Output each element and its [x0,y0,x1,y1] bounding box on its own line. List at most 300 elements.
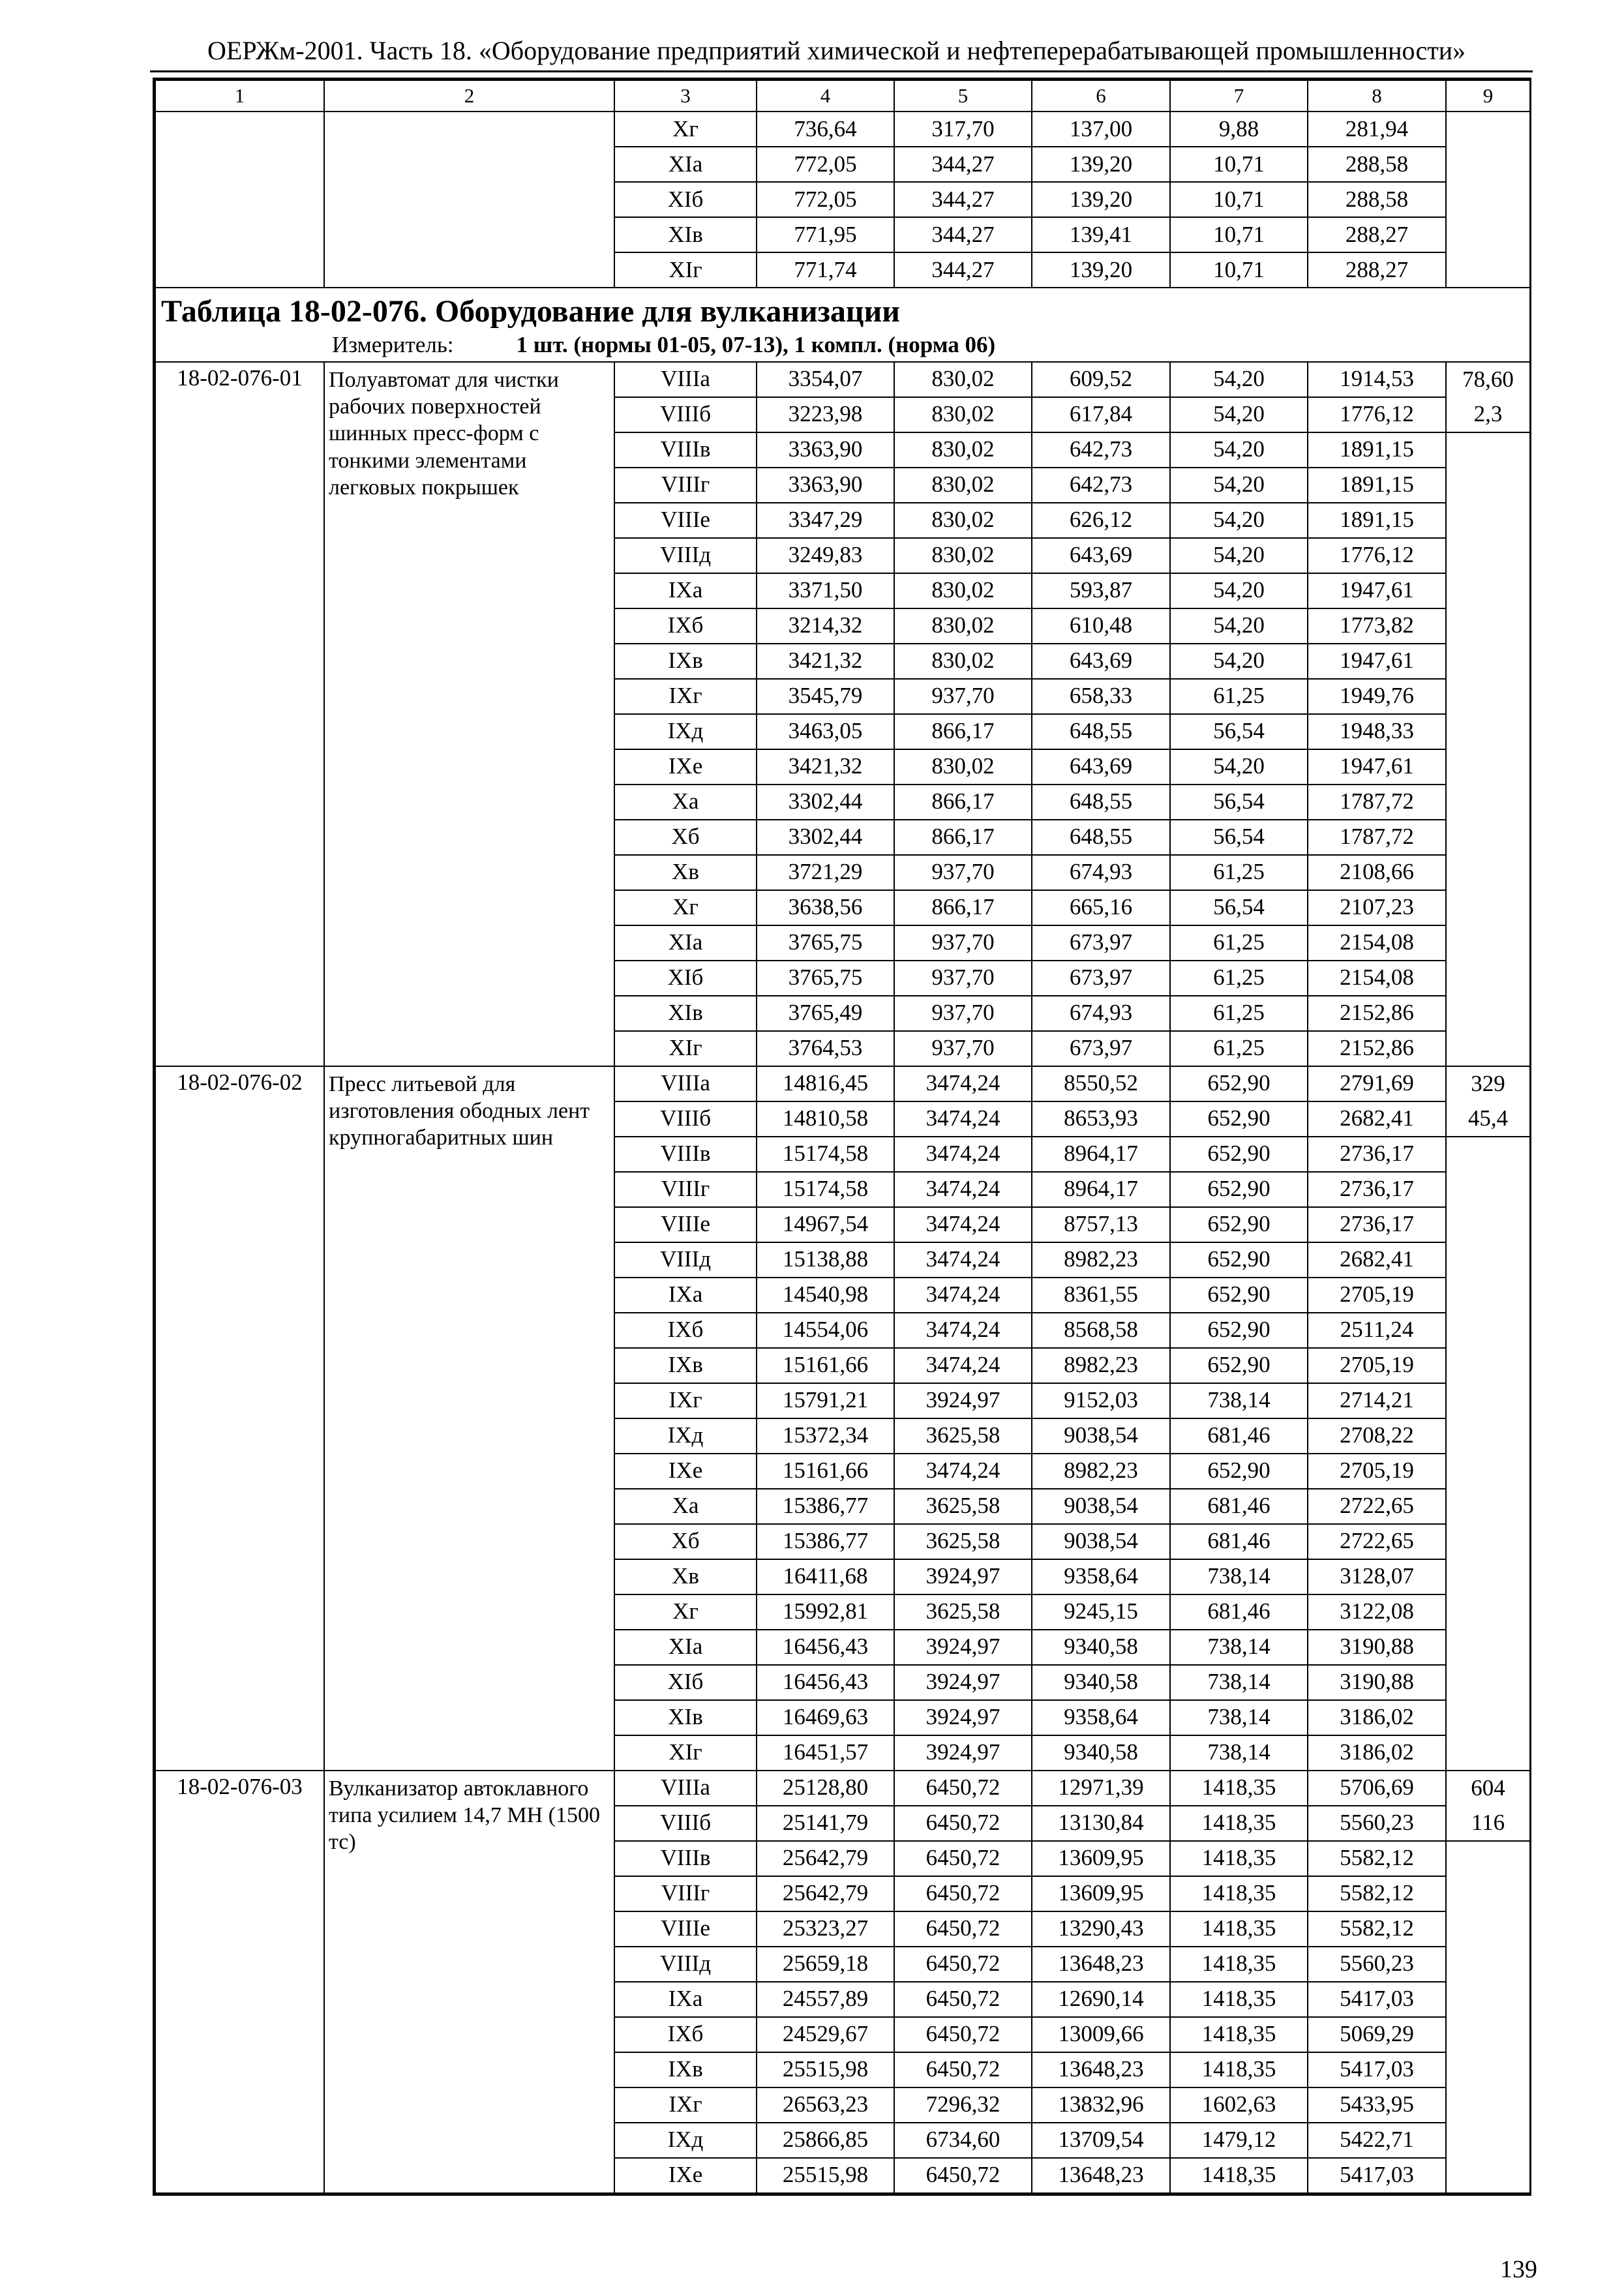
labor-wages: 344,27 [894,217,1032,252]
region-zone: IXа [614,1278,757,1313]
machinist-wages: 54,20 [1170,644,1308,679]
labor-wages: 3924,97 [894,1700,1032,1735]
empty-cell [1446,1242,1530,1278]
machine-operation: 12690,14 [1032,1982,1170,2017]
column-number: 9 [1446,80,1530,112]
machinist-wages: 1418,35 [1170,2052,1308,2087]
direct-costs: 25515,98 [757,2158,894,2193]
direct-costs: 16456,43 [757,1665,894,1700]
materials: 2705,19 [1308,1454,1446,1489]
direct-costs: 3721,29 [757,855,894,890]
region-zone: VIIIд [614,1242,757,1278]
empty-cell [1446,2123,1530,2158]
machinist-wages: 61,25 [1170,961,1308,996]
machinist-wages: 1418,35 [1170,1771,1308,1806]
machine-operation: 8653,93 [1032,1101,1170,1137]
empty-cell [1446,820,1530,855]
region-zone: Xг [614,890,757,925]
machinist-wages: 10,71 [1170,252,1308,288]
materials: 1891,15 [1308,432,1446,468]
labor-wages: 866,17 [894,785,1032,820]
machinist-wages: 56,54 [1170,714,1308,749]
empty-cell [155,252,324,288]
machine-operation: 673,97 [1032,961,1170,996]
direct-costs: 3421,32 [757,749,894,785]
materials: 1787,72 [1308,785,1446,820]
rate-code: 18-02-076-01 [155,362,324,1066]
labor-wages: 830,02 [894,503,1032,538]
empty-cell [324,217,614,252]
region-zone: VIIIг [614,468,757,503]
materials: 1773,82 [1308,608,1446,644]
empty-cell [1446,890,1530,925]
machine-operation: 593,87 [1032,573,1170,608]
materials: 2722,65 [1308,1524,1446,1559]
direct-costs: 3764,53 [757,1031,894,1066]
machine-operation: 674,93 [1032,855,1170,890]
labor-wages: 830,02 [894,608,1032,644]
table-row [155,182,1530,217]
machinist-wages: 61,25 [1170,1031,1308,1066]
machinist-wages: 10,71 [1170,182,1308,217]
empty-cell [1446,1454,1530,1489]
empty-cell [1446,538,1530,573]
labor-wages: 6450,72 [894,2158,1032,2193]
machine-operation: 8550,52 [1032,1066,1170,1101]
machinist-wages: 1418,35 [1170,1876,1308,1911]
materials: 2154,08 [1308,961,1446,996]
empty-cell [155,217,324,252]
header-rule [150,70,1533,72]
machine-operation: 13290,43 [1032,1911,1170,1947]
direct-costs: 14816,45 [757,1066,894,1101]
machinist-wages: 738,14 [1170,1383,1308,1418]
labor-wages: 6450,72 [894,1771,1032,1806]
materials: 288,58 [1308,182,1446,217]
region-zone: VIIIд [614,1947,757,1982]
region-zone: XIб [614,1665,757,1700]
machinist-wages: 652,90 [1170,1454,1308,1489]
measurer-label: Измеритель: [332,331,454,357]
region-zone: IXв [614,1348,757,1383]
empty-cell [1446,1559,1530,1594]
direct-costs: 24557,89 [757,1982,894,2017]
labor-wages: 830,02 [894,432,1032,468]
machinist-wages: 652,90 [1170,1172,1308,1207]
machinist-wages: 1418,35 [1170,1982,1308,2017]
materials: 1947,61 [1308,749,1446,785]
machinist-wages: 681,46 [1170,1489,1308,1524]
region-zone: VIIIв [614,1841,757,1876]
empty-cell [1446,1841,1530,1876]
machine-operation: 9038,54 [1032,1524,1170,1559]
direct-costs: 16469,63 [757,1700,894,1735]
machinist-wages: 56,54 [1170,820,1308,855]
machinist-wages: 1418,35 [1170,1947,1308,1982]
machine-operation: 8982,23 [1032,1348,1170,1383]
region-zone: XIв [614,1700,757,1735]
materials: 3186,02 [1308,1700,1446,1735]
direct-costs: 15992,81 [757,1594,894,1630]
labor-wages: 937,70 [894,679,1032,714]
machinist-wages: 652,90 [1170,1313,1308,1348]
labor-wages: 830,02 [894,397,1032,432]
equipment-name: Пресс литьевой для изготовления ободных лент крупногабаритных шин [324,1066,614,1771]
materials: 1947,61 [1308,573,1446,608]
region-zone: VIIIв [614,1137,757,1172]
region-zone: IXа [614,1982,757,2017]
empty-cell [1446,432,1530,468]
direct-costs: 25866,85 [757,2123,894,2158]
materials: 3190,88 [1308,1630,1446,1665]
materials: 5417,03 [1308,2158,1446,2193]
region-zone: XIг [614,1735,757,1771]
materials: 2152,86 [1308,996,1446,1031]
machine-operation: 9340,58 [1032,1665,1170,1700]
machinist-wages: 1418,35 [1170,2017,1308,2052]
direct-costs: 3363,90 [757,432,894,468]
region-zone: Xа [614,785,757,820]
empty-cell [1446,1278,1530,1313]
labor-wages: 6450,72 [894,1982,1032,2017]
direct-costs: 14554,06 [757,1313,894,1348]
materials: 1947,61 [1308,644,1446,679]
machinist-wages: 652,90 [1170,1242,1308,1278]
direct-costs: 15372,34 [757,1418,894,1454]
labor-wages: 937,70 [894,1031,1032,1066]
column-number: 6 [1032,80,1170,112]
materials: 5560,23 [1308,1806,1446,1841]
materials: 5582,12 [1308,1841,1446,1876]
empty-cell [1446,1348,1530,1383]
region-zone: VIIIа [614,362,757,397]
empty-cell [1446,996,1530,1031]
direct-costs: 15161,66 [757,1348,894,1383]
region-zone: IXг [614,1383,757,1418]
materials: 288,27 [1308,217,1446,252]
labor-wages: 3474,24 [894,1454,1032,1489]
machinist-wages: 681,46 [1170,1418,1308,1454]
region-zone: VIIIб [614,1806,757,1841]
equipment-name: Полуавтомат для чистки рабочих поверхностей шинных пресс-форм с тонкими элементами легковых покрышек [324,362,614,1066]
direct-costs: 3223,98 [757,397,894,432]
machine-operation: 13009,66 [1032,2017,1170,2052]
labor-wages: 937,70 [894,925,1032,961]
empty-cell [1446,714,1530,749]
column-number: 7 [1170,80,1308,112]
labor-wages: 937,70 [894,961,1032,996]
page-number: 139 [1500,2256,1537,2283]
direct-costs: 772,05 [757,182,894,217]
machine-operation: 643,69 [1032,538,1170,573]
region-zone: Xв [614,1559,757,1594]
region-zone: IXд [614,2123,757,2158]
direct-costs: 26563,23 [757,2087,894,2123]
machinist-wages: 10,71 [1170,147,1308,182]
machinist-wages: 54,20 [1170,573,1308,608]
mass-total: 329 [1446,1066,1530,1101]
direct-costs: 25515,98 [757,2052,894,2087]
machine-operation: 9038,54 [1032,1489,1170,1524]
empty-cell [1446,679,1530,714]
labor-wages: 3924,97 [894,1735,1032,1771]
empty-cell [1446,1207,1530,1242]
region-zone: IXб [614,608,757,644]
direct-costs: 3765,75 [757,925,894,961]
labor-wages: 3625,58 [894,1594,1032,1630]
materials: 288,58 [1308,147,1446,182]
empty-cell [155,112,324,147]
region-zone: IXа [614,573,757,608]
machinist-wages: 738,14 [1170,1559,1308,1594]
region-zone: XIб [614,182,757,217]
region-zone: VIIIг [614,1172,757,1207]
direct-costs: 3249,83 [757,538,894,573]
empty-cell [1446,147,1530,182]
machine-operation: 13648,23 [1032,2052,1170,2087]
region-zone: VIIIа [614,1771,757,1806]
machinist-wages: 738,14 [1170,1735,1308,1771]
empty-cell [1446,503,1530,538]
machinist-wages: 1418,35 [1170,1806,1308,1841]
direct-costs: 14967,54 [757,1207,894,1242]
column-number: 2 [324,80,614,112]
table-title-cell [155,288,1530,362]
machine-operation: 9358,64 [1032,1559,1170,1594]
direct-costs: 3302,44 [757,785,894,820]
empty-cell [1446,785,1530,820]
machinist-wages: 9,88 [1170,112,1308,147]
labor-wages: 3625,58 [894,1489,1032,1524]
materials: 3186,02 [1308,1735,1446,1771]
materials: 3190,88 [1308,1665,1446,1700]
direct-costs: 3347,29 [757,503,894,538]
price-table [155,80,1531,2194]
empty-cell [324,252,614,288]
labor-wages: 3474,24 [894,1278,1032,1313]
materials: 2152,86 [1308,1031,1446,1066]
materials: 5069,29 [1308,2017,1446,2052]
materials: 1891,15 [1308,503,1446,538]
machinist-wages: 1602,63 [1170,2087,1308,2123]
machine-operation: 8568,58 [1032,1313,1170,1348]
region-zone: XIг [614,252,757,288]
mass-total: 78,60 [1446,362,1530,397]
rate-code: 18-02-076-03 [155,1771,324,2193]
machine-operation: 648,55 [1032,714,1170,749]
labor-wages: 937,70 [894,855,1032,890]
empty-cell [1446,2017,1530,2052]
region-zone: IXг [614,2087,757,2123]
labor-wages: 830,02 [894,538,1032,573]
machine-operation: 9358,64 [1032,1700,1170,1735]
region-zone: IXд [614,714,757,749]
materials: 1891,15 [1308,468,1446,503]
machinist-wages: 54,20 [1170,397,1308,432]
region-zone: VIIIе [614,503,757,538]
labor-wages: 3474,24 [894,1313,1032,1348]
empty-cell [324,112,614,147]
machinist-wages: 61,25 [1170,855,1308,890]
machinist-wages: 652,90 [1170,1348,1308,1383]
empty-cell [155,147,324,182]
labor-wages: 344,27 [894,182,1032,217]
materials: 2705,19 [1308,1348,1446,1383]
empty-cell [1446,468,1530,503]
machinist-wages: 54,20 [1170,538,1308,573]
direct-costs: 3638,56 [757,890,894,925]
direct-costs: 772,05 [757,147,894,182]
table-row [155,217,1530,252]
region-zone: Xа [614,1489,757,1524]
machine-operation: 13609,95 [1032,1876,1170,1911]
machinist-wages: 738,14 [1170,1665,1308,1700]
machinist-wages: 61,25 [1170,996,1308,1031]
mass-unit: 116 [1446,1806,1530,1841]
labor-wages: 3924,97 [894,1665,1032,1700]
machine-operation: 13709,54 [1032,2123,1170,2158]
empty-cell [1446,1172,1530,1207]
empty-cell [1446,608,1530,644]
machinist-wages: 652,90 [1170,1278,1308,1313]
direct-costs: 25323,27 [757,1911,894,1947]
region-zone: IXб [614,2017,757,2052]
machinist-wages: 652,90 [1170,1137,1308,1172]
labor-wages: 830,02 [894,468,1032,503]
labor-wages: 6450,72 [894,1806,1032,1841]
materials: 2714,21 [1308,1383,1446,1418]
machine-operation: 8757,13 [1032,1207,1170,1242]
empty-cell [1446,1982,1530,2017]
table-body [155,80,1530,2193]
materials: 5560,23 [1308,1947,1446,1982]
direct-costs: 3765,49 [757,996,894,1031]
labor-wages: 830,02 [894,749,1032,785]
labor-wages: 866,17 [894,820,1032,855]
direct-costs: 16456,43 [757,1630,894,1665]
empty-cell [1446,1594,1530,1630]
materials: 2107,23 [1308,890,1446,925]
equipment-name: Вулканизатор автоклавного типа усилием 14,7 МН (1500 тс) [324,1771,614,2193]
direct-costs: 25642,79 [757,1841,894,1876]
region-zone: Xв [614,855,757,890]
column-number: 4 [757,80,894,112]
direct-costs: 16451,57 [757,1735,894,1771]
empty-cell [1446,2087,1530,2123]
materials: 2736,17 [1308,1172,1446,1207]
machinist-wages: 1418,35 [1170,2158,1308,2193]
materials: 3128,07 [1308,1559,1446,1594]
machinist-wages: 738,14 [1170,1630,1308,1665]
labor-wages: 6450,72 [894,2052,1032,2087]
direct-costs: 15138,88 [757,1242,894,1278]
direct-costs: 3765,75 [757,961,894,996]
empty-cell [1446,961,1530,996]
labor-wages: 3625,58 [894,1524,1032,1559]
empty-cell [324,147,614,182]
machine-operation: 642,73 [1032,468,1170,503]
machine-operation: 9340,58 [1032,1630,1170,1665]
machine-operation: 617,84 [1032,397,1170,432]
materials: 2682,41 [1308,1242,1446,1278]
table-title: Таблица 18-02-076. Оборудование для вулканизации [161,294,900,329]
materials: 288,27 [1308,252,1446,288]
machinist-wages: 54,20 [1170,608,1308,644]
machinist-wages: 54,20 [1170,362,1308,397]
labor-wages: 3474,24 [894,1066,1032,1101]
machine-operation: 8964,17 [1032,1172,1170,1207]
machine-operation: 674,93 [1032,996,1170,1031]
empty-cell [1446,1031,1530,1066]
region-zone: IXв [614,2052,757,2087]
labor-wages: 3924,97 [894,1383,1032,1418]
materials: 1914,53 [1308,362,1446,397]
direct-costs: 15791,21 [757,1383,894,1418]
labor-wages: 3474,24 [894,1137,1032,1172]
empty-cell [1446,1911,1530,1947]
machine-operation: 648,55 [1032,785,1170,820]
empty-cell [324,182,614,217]
labor-wages: 3474,24 [894,1242,1032,1278]
region-zone: XIв [614,996,757,1031]
column-number: 3 [614,80,757,112]
materials: 1787,72 [1308,820,1446,855]
direct-costs: 16411,68 [757,1559,894,1594]
materials: 1949,76 [1308,679,1446,714]
machinist-wages: 738,14 [1170,1700,1308,1735]
empty-cell [1446,1418,1530,1454]
materials: 1948,33 [1308,714,1446,749]
labor-wages: 3625,58 [894,1418,1032,1454]
region-zone: XIг [614,1031,757,1066]
machine-operation: 139,20 [1032,182,1170,217]
region-zone: Xб [614,1524,757,1559]
column-number: 1 [155,80,324,112]
empty-cell [1446,1489,1530,1524]
materials: 5422,71 [1308,2123,1446,2158]
region-zone: VIIIа [614,1066,757,1101]
machine-operation: 139,20 [1032,147,1170,182]
machinist-wages: 56,54 [1170,890,1308,925]
table-row [155,1771,1530,1806]
materials: 3122,08 [1308,1594,1446,1630]
empty-cell [1446,112,1530,147]
labor-wages: 830,02 [894,573,1032,608]
direct-costs: 3214,32 [757,608,894,644]
machinist-wages: 54,20 [1170,468,1308,503]
direct-costs: 3545,79 [757,679,894,714]
machine-operation: 643,69 [1032,644,1170,679]
labor-wages: 6734,60 [894,2123,1032,2158]
mass-unit: 2,3 [1446,397,1530,432]
materials: 281,94 [1308,112,1446,147]
direct-costs: 3302,44 [757,820,894,855]
direct-costs: 736,64 [757,112,894,147]
empty-cell [1446,573,1530,608]
labor-wages: 3924,97 [894,1559,1032,1594]
running-header: ОЕРЖм-2001. Часть 18. «Оборудование предприятий химической и нефтеперерабатывающей промышленности» [207,36,1466,65]
machinist-wages: 54,20 [1170,432,1308,468]
materials: 1776,12 [1308,538,1446,573]
empty-cell [1446,1665,1530,1700]
labor-wages: 6450,72 [894,1876,1032,1911]
direct-costs: 25128,80 [757,1771,894,1806]
empty-cell [1446,1313,1530,1348]
machine-operation: 137,00 [1032,112,1170,147]
direct-costs: 15174,58 [757,1137,894,1172]
direct-costs: 25141,79 [757,1806,894,1841]
region-zone: IXв [614,644,757,679]
